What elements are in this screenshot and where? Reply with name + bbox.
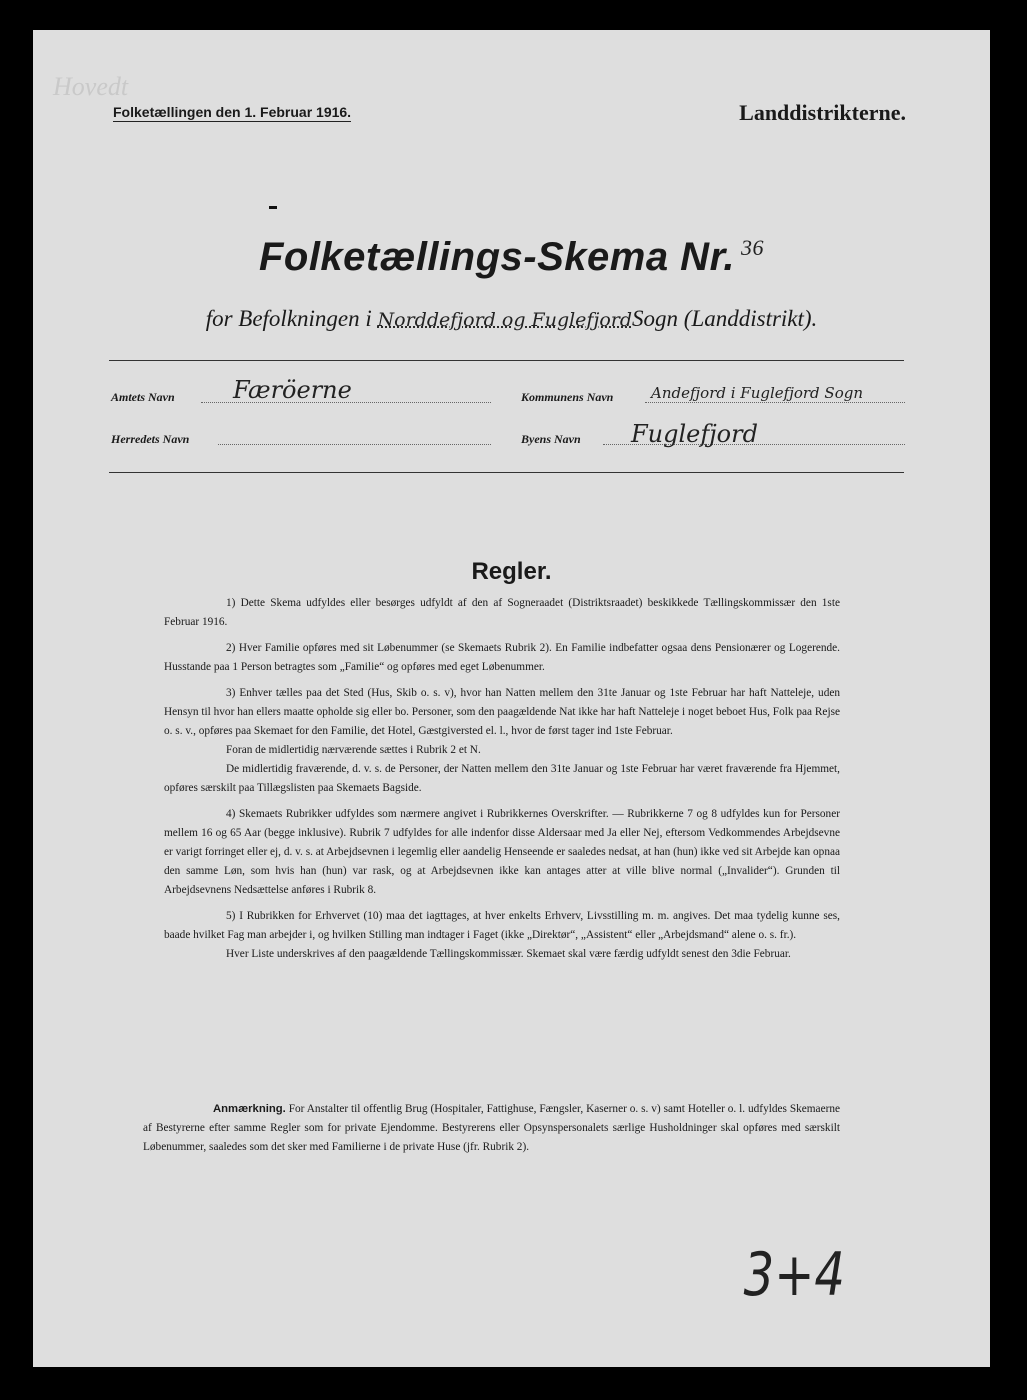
form-title-text: Folketællings-Skema Nr.	[258, 235, 736, 279]
kommune-dotted-line	[645, 402, 905, 403]
header-census-date: Folketællingen den 1. Februar 1916.	[113, 104, 352, 120]
amt-value: Færöerne	[233, 376, 352, 404]
rule-3-present: Foran de midlertidig nærværende sættes i Rubrik 2 et N.	[226, 744, 481, 756]
rule-1: 1) Dette Skema udfyldes eller besørges udfyldt af den af Sogneraadet (Distriktsraadet) beskikkede Tællingskommissær den 1ste Februar 1916.	[164, 597, 840, 628]
amt-label: Amtets Navn	[111, 390, 175, 404]
rules-heading: Regler.	[471, 558, 552, 585]
remark-label: Anmærkning.	[213, 1103, 286, 1115]
rule-3-absent: De midlertidig fraværende, d. v. s. de Personer, der Natten mellem den 31te Januar og 1ste Februar har været fraværende fra Hjemmet, opføres særskilt paa Tillægslisten paa Skemaets Bagside.	[164, 763, 840, 794]
rule-5: 5) I Rubrikken for Erhvervet (10) maa det iagttages, at hver enkelts Erhverv, Livsstilling m. m. angives. Det maa tydelig kunne ses, baade hvilket Fag man arbejder i, og hvilken Stilling man indtager i Faget (ikke „Direktør“, „Assistent“ eller „Arbejdsmand“ alene o. s. fr.).	[164, 910, 840, 941]
remark-note	[143, 1100, 840, 1157]
subtitle-prefix: for Befolkningen i	[205, 306, 372, 331]
rule-2: 2) Hver Familie opføres med sit Løbenummer (se Skemaets Rubrik 2). En Familie indbefatter ogsaa dens Pensionærer og Logerende. Husstande paa 1 Person betragtes som „Familie“ og opføres med eget Løbenummer.	[164, 642, 840, 673]
remark-text: For Anstalter til offentlig Brug (Hospitaler, Fattighuse, Fængsler, Kaserner o. s. v) samt Hoteller o. l. udfyldes Skemaerne af Bestyrerne efter samme Regler som for private Ejendomme. Bestyrerens eller Opsynspersonalets særlige Husholdninger skal opføres med særskilt Løbenummer, saaledes som det sker med Familierne i de private Huse (jfr. Rubrik 2).	[143, 1103, 841, 1153]
kommune-label: Kommunens Navn	[521, 390, 614, 404]
herred-dotted-line	[218, 444, 491, 445]
rule-signature: Hver Liste underskrives af den paagældende Tællingskommissær. Skemaet skal være færdig udfyldt senest den 3die Februar.	[226, 948, 791, 960]
rule-4: 4) Skemaets Rubrikker udfyldes som nærmere angivet i Rubrikkernes Overskrifter. — Rubrikkerne 7 og 8 udfyldes kun for Personer mellem 16 og 65 Aar (begge inklusive). Rubrik 7 udfyldes for alle indenfor disse Aldersaar med Ja eller Nej, eftersom Vedkommendes Arbejdsevne er varigt forringet eller ej, d. v. s. at Arbejdsevnen i legemlig eller aandelig Henseende er saaledes nedsat, at han (hun) ikke ved sit Arbejde kan opnaa den samme Løn, som hvis han (hun) var rask, og at Arbejdsevnen ikke kan antages atter at ville blive normal („Invalider“). Grunden til Arbejdsevnens Nedsættelse anføres i Rubrik 8.	[164, 808, 840, 896]
divider-top	[109, 360, 904, 361]
header-district-type: Landdistrikterne.	[739, 100, 906, 125]
by-value: Fuglefjord	[631, 420, 758, 448]
rule-3: 3) Enhver tælles paa det Sted (Hus, Skib o. s. v), hvor han Natten mellem den 31te Januar og 1ste Februar har haft Natteleje, uden Hensyn til hvor han ellers maatte opholde sig eller bo. Personer, som den paagældende Nat ikke har haft Natteleje i noget beboet Hus, Folk paa Rejse o. s. v., opføres paa Skemaet for den Familie, det Hotel, Gæstgiversted el. l., hvor de først tager ind 1ste Februar.	[164, 687, 840, 737]
faint-stamp: Hovedt	[53, 72, 129, 101]
rules-list	[164, 594, 840, 971]
form-number: 36	[741, 235, 765, 260]
kommune-value: Andefjord i Fuglefjord Sogn	[651, 384, 863, 402]
subtitle-suffix: Sogn (Landdistrikt).	[632, 306, 818, 331]
form-subtitle	[33, 306, 990, 332]
by-label: Byens Navn	[521, 432, 581, 446]
divider-bottom	[109, 472, 904, 473]
handwritten-page-number: 3+4	[743, 1240, 845, 1310]
herred-label: Herredets Navn	[111, 432, 190, 446]
form-title	[33, 235, 990, 280]
census-form-page	[33, 30, 990, 1367]
subtitle-parish-handwritten: Norddefjord og Fuglefjord	[377, 309, 633, 331]
ink-mark	[269, 206, 277, 209]
